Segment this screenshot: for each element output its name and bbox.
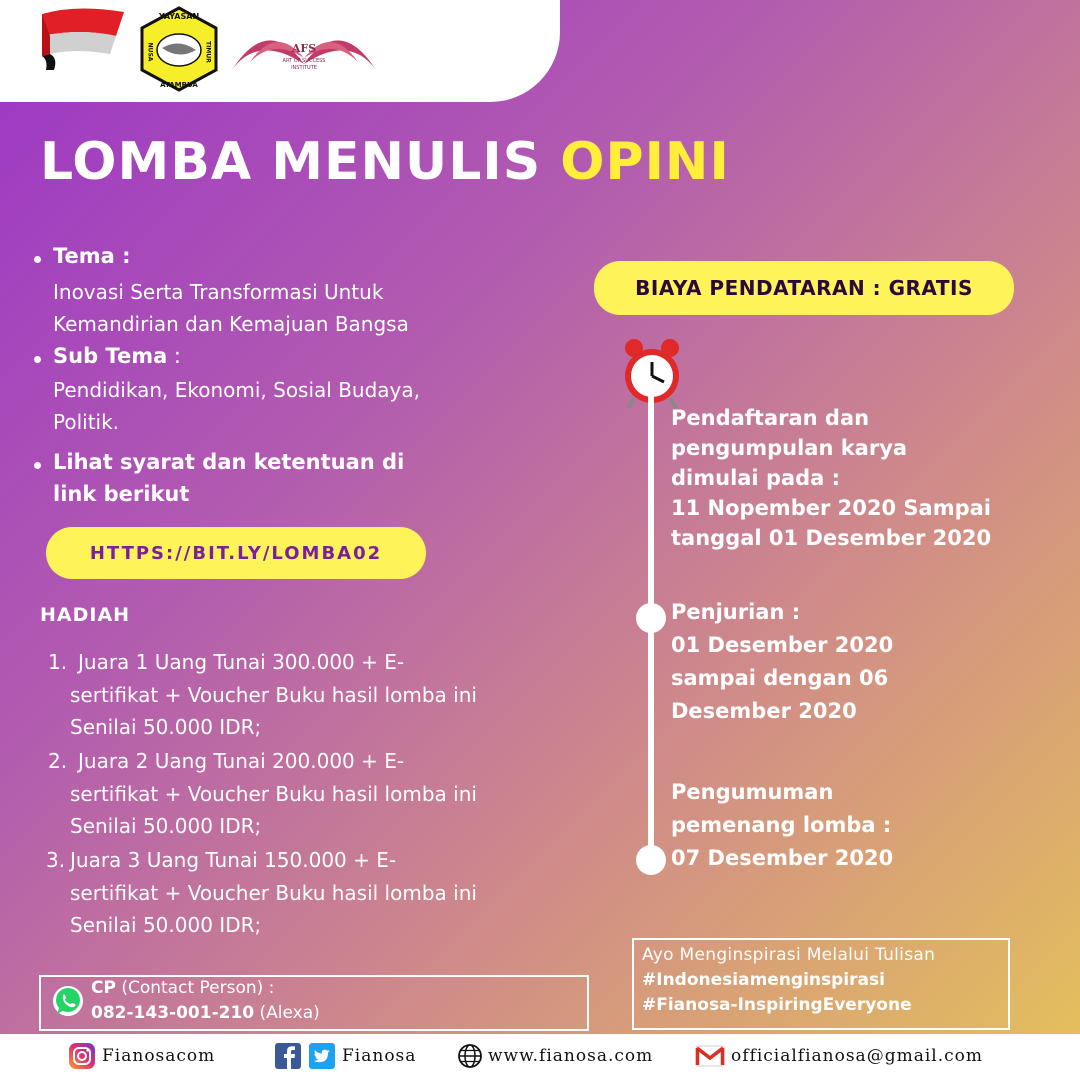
bullet-icon — [34, 256, 41, 263]
hadiah-3-line1: Juara 3 Uang Tunai 150.000 + E- — [70, 848, 397, 872]
step1-line5: tanggal 01 Desember 2020 — [671, 526, 992, 550]
step1-line2: pengumpulan karya — [671, 436, 908, 460]
title-highlight: OPINI — [560, 132, 730, 192]
contact-number: 082-143-001-210 — [91, 1003, 255, 1023]
fianosa-logo — [36, 6, 128, 74]
tagline-line3: #Fianosa-InspiringEveryone — [642, 995, 912, 1015]
timeline-dot-2 — [636, 603, 666, 633]
tagline-line2: #Indonesiamenginspirasi — [642, 970, 885, 990]
sub-tema-label — [53, 344, 181, 368]
hadiah-3-line2: sertifikat + Voucher Buku hasil lomba ini — [70, 881, 477, 905]
step2-line4: Desember 2020 — [671, 699, 857, 723]
afs-line2: INSTITUTE — [291, 65, 317, 71]
hadiah-1-line1: Juara 1 Uang Tunai 300.000 + E- — [78, 650, 405, 674]
sub-tema-line1: Pendidikan, Ekonomi, Sosial Budaya, — [53, 378, 420, 402]
afs-text: AFS — [291, 42, 317, 55]
step3-line2: pemenang lomba : — [671, 813, 892, 837]
hadiah-2-line1: Juara 2 Uang Tunai 200.000 + E- — [78, 749, 405, 773]
hadiah-1-line2: sertifikat + Voucher Buku hasil lomba ini — [70, 683, 477, 707]
globe-icon[interactable] — [457, 1043, 483, 1069]
step2-line3: sampai dengan 06 — [671, 666, 889, 690]
title-main: LOMBA MENULIS — [40, 132, 561, 192]
yayasan-bottom-text: ATAMBUA — [160, 81, 198, 89]
step1-line3: dimulai pada : — [671, 466, 841, 490]
hadiah-num-3: 3. — [46, 848, 66, 872]
sub-tema-label-bold: Sub Tema — [53, 344, 168, 368]
yayasan-left-text: NUSA — [146, 42, 154, 62]
sub-tema-colon: : — [167, 344, 182, 368]
tagline-line1: Ayo Menginspirasi Melalui Tulisan — [642, 945, 936, 965]
instagram-icon[interactable] — [68, 1042, 96, 1070]
hadiah-2-line3: Senilai 50.000 IDR; — [70, 814, 262, 838]
tema-line1: Inovasi Serta Transformasi Untuk — [53, 280, 384, 304]
contact-label-bold: CP — [91, 978, 116, 998]
email-link[interactable]: officialfianosa@gmail.com — [731, 1046, 983, 1066]
poster-title — [40, 132, 730, 192]
hadiah-num-1: 1. — [48, 650, 68, 674]
step3-line3: 07 Desember 2020 — [671, 846, 894, 870]
gmail-icon[interactable] — [695, 1045, 725, 1067]
timeline-dot-3 — [636, 845, 666, 875]
step1-line1: Pendaftaran dan — [671, 406, 870, 430]
step2-line2: 01 Desember 2020 — [671, 633, 894, 657]
contact-phone[interactable] — [91, 1003, 320, 1023]
afs-logo — [228, 4, 380, 76]
whatsapp-icon — [52, 985, 84, 1017]
step3-line1: Pengumuman — [671, 780, 834, 804]
website-link[interactable]: www.fianosa.com — [488, 1046, 654, 1066]
facebook-icon[interactable] — [274, 1042, 302, 1070]
yayasan-right-text: TIMUR — [204, 41, 212, 63]
step1-line4: 11 Nopember 2020 Sampai — [671, 496, 991, 520]
registration-link[interactable]: HTTPS://BIT.LY/LOMBA02 — [46, 527, 426, 579]
contact-label — [91, 978, 274, 998]
hadiah-1-line3: Senilai 50.000 IDR; — [70, 715, 262, 739]
yayasan-logo — [136, 4, 222, 94]
instagram-handle[interactable]: Fianosacom — [102, 1046, 216, 1066]
syarat-line1: Lihat syarat dan ketentuan di — [53, 450, 405, 474]
yayasan-top-text: YAYASAN — [158, 12, 200, 21]
afs-line1: ART OF SUCCESS — [282, 58, 326, 64]
social-handle[interactable]: Fianosa — [342, 1046, 417, 1066]
sub-tema-line2: Politik. — [53, 410, 120, 434]
contact-label-rest: (Contact Person) : — [115, 978, 275, 998]
bullet-icon — [34, 356, 41, 363]
tema-line2: Kemandirian dan Kemajuan Bangsa — [53, 312, 409, 336]
hadiah-2-line2: sertifikat + Voucher Buku hasil lomba ini — [70, 782, 477, 806]
syarat-line2: link berikut — [53, 482, 190, 506]
hadiah-3-line3: Senilai 50.000 IDR; — [70, 913, 262, 937]
bullet-icon — [34, 462, 41, 469]
contact-name: (Alexa) — [254, 1003, 320, 1023]
tema-label: Tema : — [53, 244, 131, 268]
registration-fee-badge: BIAYA PENDATARAN : GRATIS — [594, 261, 1014, 315]
hadiah-num-2: 2. — [48, 749, 68, 773]
twitter-icon[interactable] — [308, 1042, 336, 1070]
hadiah-heading: HADIAH — [40, 604, 131, 626]
step2-line1: Penjurian : — [671, 600, 801, 624]
